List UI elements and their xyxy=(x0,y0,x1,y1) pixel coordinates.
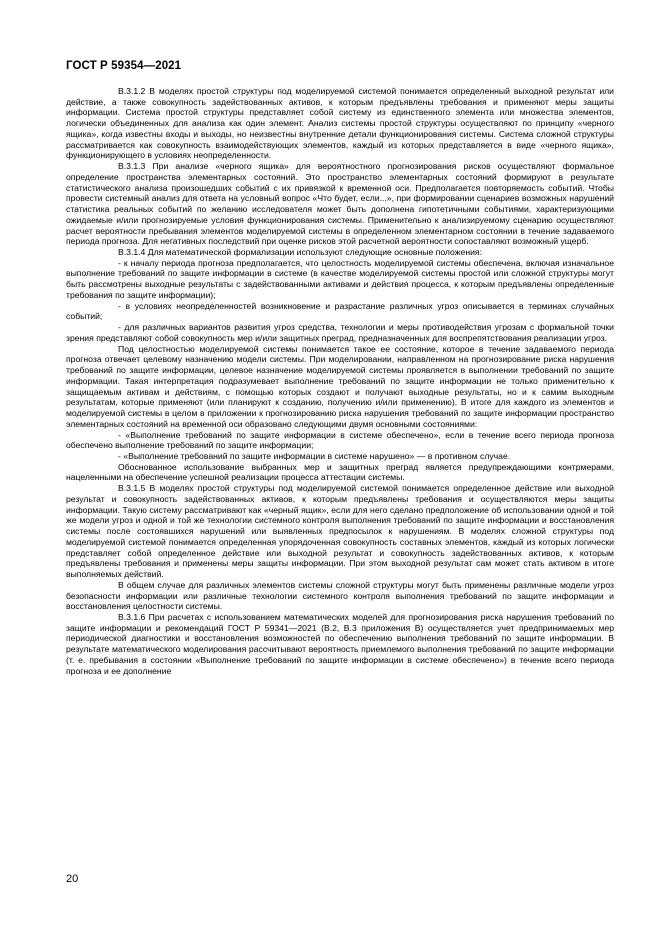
document-body xyxy=(66,86,614,676)
paragraph-b3-1-3: В.3.1.3 При анализе «черного ящика» для вероятностного прогнозирования рисков осуществляют формальное определение пространства элементарных состояний. Это пространство элементарных состояний формируют в результате статистического анализа произошедших событий с их привязкой к временной оси. Предполагается повторяемость событий. Чтобы провести системный анализ для ответа на условный вопрос «Что будет, если...», при формировании сценариев возможных нарушений статистика реальных событий по желанию исследователя может быть дополнена гипотетичными событиями, характеризующими ожидаемые и/или прогнозируемые условия функционирования системы. Применительно к анализируемому сценарию осуществляют расчет вероятности пребывания элементов моделируемой системы в определенном элементарном состоянии в течение задаваемого периода прогноза. Для негативных последствий при оценке рисков этой расчетной вероятности сопоставляют возможный ущерб. xyxy=(66,161,614,247)
list-item-countermeasures: - для различных вариантов развития угроз средства, технологии и меры противодействия угрозам с формальной точки зрения представляют собой совокупность мер и/или защитных преград, предназначенных для воспрепятствования реализации угроз. xyxy=(66,322,614,343)
paragraph-b3-1-2: В.3.1.2 В моделях простой структуры под моделируемой системой понимается определенный выходной результат или действие, а также совокупность задействованных активов, к которым предъявлены требования и применяют меры защиты информации. Система простой структуры представляет собой систему из единственного элемента или множества элементов, логически объединенных для анализа как один элемент. Анализ системы простой структуры осуществляют по принципу «черного ящика», когда известны входы и выходы, но неизвестны внутренние детали функционирования системы. Система сложной структуры рассматривается как совокупность взаимодействующих элементов, каждый из которых представляется в виде «черного ящика», функционирующего в условиях неопределенности. xyxy=(66,86,614,161)
list-item-threats: - в условиях неопределенностей возникновение и разрастание различных угроз описывается в терминах случайных событий; xyxy=(66,300,614,322)
paragraph-b3-1-4: В.3.1.4 Для математической формализации используют следующие основные положения: xyxy=(118,247,482,258)
paragraph-countermeasures: Обоснованное использование выбранных мер и защитных преград является предупреждающими контрмерами, нацеленными на обеспечение успешной реализации процесса аттестации системы. xyxy=(66,461,614,483)
paragraph-general-case: В общем случае для различных элементов системы сложной структуры могут быть применены различные модели угроз безопасности информации или различные технологии системного контроля выполнения требований по защите информации и восстановления целостности системы. xyxy=(66,579,614,612)
paragraph-integrity-definition: Под целостностью моделируемой системы понимается такое ее состояние, которое в течение задаваемого периода прогноза отвечает целевому назначению модели системы. При моделировании, направленном на прогнозирование риска нарушения требований по защите информации, целевое назначение моделируемой системы проявляется в выполнении требований по защите информации. Такая интерпретация подразумевает выполнение требований по защите информации не только применительно к защищаемым активам и действиям, с помощью которых создают и получают выходные результаты, но и к самим выходным результатам, которые применяют (или планируют к созданию, получению и/или применению). В итоге для каждого из элементов и моделируемой системы в целом в приложении к прогнозированию риска нарушения требований по защите информации пространство элементарных состояний на временной оси образовано следующими двумя основными состояниями: xyxy=(66,343,614,429)
list-item-integrity: - к началу периода прогноза предполагается, что целостность моделируемой системы обеспечена, включая изначальное выполнение требований по защите информации в системе (в качестве моделируемой системы простой или сложной структуры могут быть рассмотрены выходные результаты с задействованными активами и действия процесса, к которым предъявлены определенные требования по защите информации); xyxy=(66,257,614,300)
list-item-state-violated: - «Выполнение требований по защите информации в системе нарушено» — в противном случае. xyxy=(118,450,511,461)
list-item-state-ensured: - «Выполнение требований по защите информации в системе обеспечено», если в течение всего периода прогноза обеспечено выполнение требований по защите информации; xyxy=(66,429,614,451)
document-header: ГОСТ Р 59354—2021 xyxy=(66,60,182,72)
paragraph-b3-1-6: В.3.1.6 При расчетах с использованием математических моделей для прогнозирования риска нарушения требований по защите информации и рекомендаций ГОСТ Р 59341—2021 (В.2, В.3 приложения В) осуществляется учет предпринимаемых мер периодической диагностики и восстановления возможностей по обеспечению выполнения требований по защите информации. В результате математического моделирования рассчитывают вероятность приемлемого выполнения требований по защите информации (т. е. пребывания в состоянии «Выполнение требований по защите информации в системе обеспечено») в течение всего периода прогноза и ее дополнение xyxy=(66,611,614,676)
paragraph-b3-1-5: В.3.1.5 В моделях простой структуры под моделируемой системой понимается определенное действие или выходной результат и совокупность задействованных активов, к которым предъявлены требования и осуществляются меры защиты информации. Такую систему рассматривают как «черный ящик», если для него сделано предположение об использовании одной и той же модели угроз и одной и той же технологии системного контроля выполнения требований по защите информации и восстановления системы после состоявшихся нарушений или выявленных предпосылок к нарушениям. В моделях сложной структуры под моделируемой системой понимается определенная упорядоченная совокупность составных элементов, каждый из которых логически представляет собой определенное действие или выходной результат и совокупность задействованных активов, к которым предъявлены требования и применены меры защиты информации. При этом выходной результат сам может стать активом в итоге выполняемых действий. xyxy=(66,483,614,580)
page-number: 20 xyxy=(66,873,79,885)
